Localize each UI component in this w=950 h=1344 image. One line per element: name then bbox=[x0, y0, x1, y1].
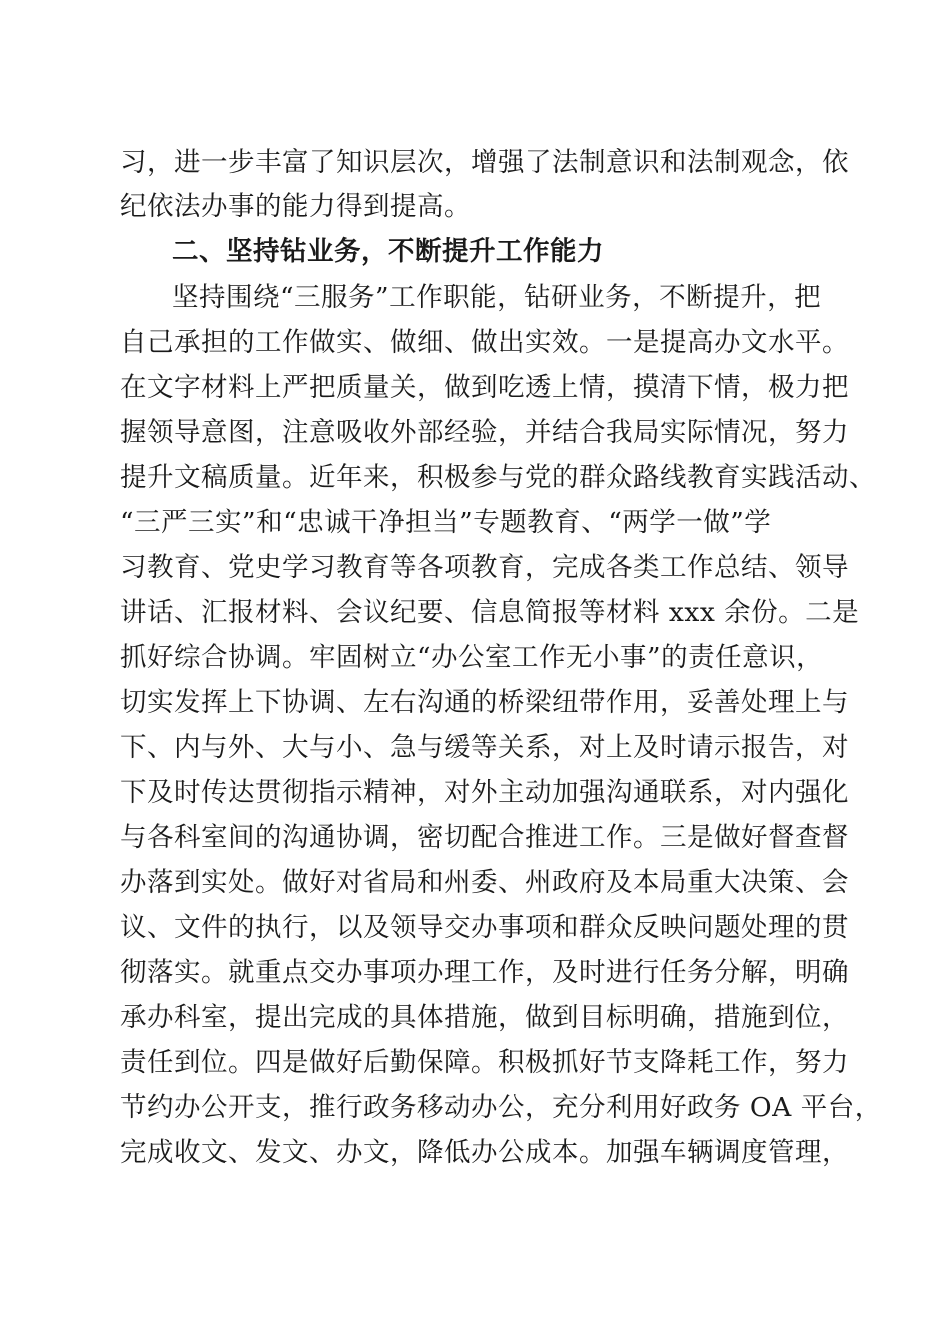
text-line: 自己承担的工作做实、做细、做出实效。一是提高办文水平。 bbox=[120, 327, 849, 358]
text-line: 完成收文、发文、办文，降低办公成本。加强车辆调度管理， bbox=[120, 1137, 849, 1168]
section-heading: 二、坚持钻业务，不断提升工作能力 bbox=[172, 236, 604, 267]
text-line: 与各科室间的沟通协调，密切配合推进工作。三是做好督查督 bbox=[120, 822, 849, 853]
text-line: 切实发挥上下协调、左右沟通的桥梁纽带作用，妥善处理上与 bbox=[120, 687, 849, 718]
text-line: 习，进一步丰富了知识层次，增强了法制意识和法制观念，依 bbox=[120, 147, 849, 178]
text-line: 习教育、党史学习教育等各项教育，完成各类工作总结、领导 bbox=[120, 552, 849, 583]
text-line: “三严三实”和“忠诚干净担当”专题教育、“两学一做”学 bbox=[120, 507, 772, 538]
text-line: 节约办公开支，推行政务移动办公，充分利用好政务 OA 平台， bbox=[120, 1092, 882, 1123]
text-line: 握领导意图，注意吸收外部经验，并结合我局实际情况，努力 bbox=[120, 417, 849, 448]
text-line: 讲话、汇报材料、会议纪要、信息简报等材料 xxx 余份。二是 bbox=[120, 597, 860, 628]
text-line: 提升文稿质量。近年来，积极参与党的群众路线教育实践活动、 bbox=[120, 462, 876, 493]
text-line: 议、文件的执行，以及领导交办事项和群众反映问题处理的贯 bbox=[120, 912, 849, 943]
text-line: 下及时传达贯彻指示精神，对外主动加强沟通联系，对内强化 bbox=[120, 777, 849, 808]
text-line: 承办科室，提出完成的具体措施，做到目标明确，措施到位， bbox=[120, 1002, 849, 1033]
text-line: 下、内与外、大与小、急与缓等关系，对上及时请示报告，对 bbox=[120, 732, 849, 763]
text-line: 彻落实。就重点交办事项办理工作，及时进行任务分解，明确 bbox=[120, 957, 849, 988]
text-line: 责任到位。四是做好后勤保障。积极抓好节支降耗工作，努力 bbox=[120, 1047, 849, 1078]
text-line: 在文字材料上严把质量关，做到吃透上情，摸清下情，极力把 bbox=[120, 372, 849, 403]
text-line: 纪依法办事的能力得到提高。 bbox=[120, 191, 471, 222]
text-line: 抓好综合协调。牢固树立“办公室工作无小事”的责任意识， bbox=[120, 642, 824, 673]
text-line: 办落到实处。做好对省局和州委、州政府及本局重大决策、会 bbox=[120, 867, 849, 898]
paragraph-first-line: 坚持围绕“三服务”工作职能，钻研业务，不断提升，把 bbox=[172, 282, 822, 313]
